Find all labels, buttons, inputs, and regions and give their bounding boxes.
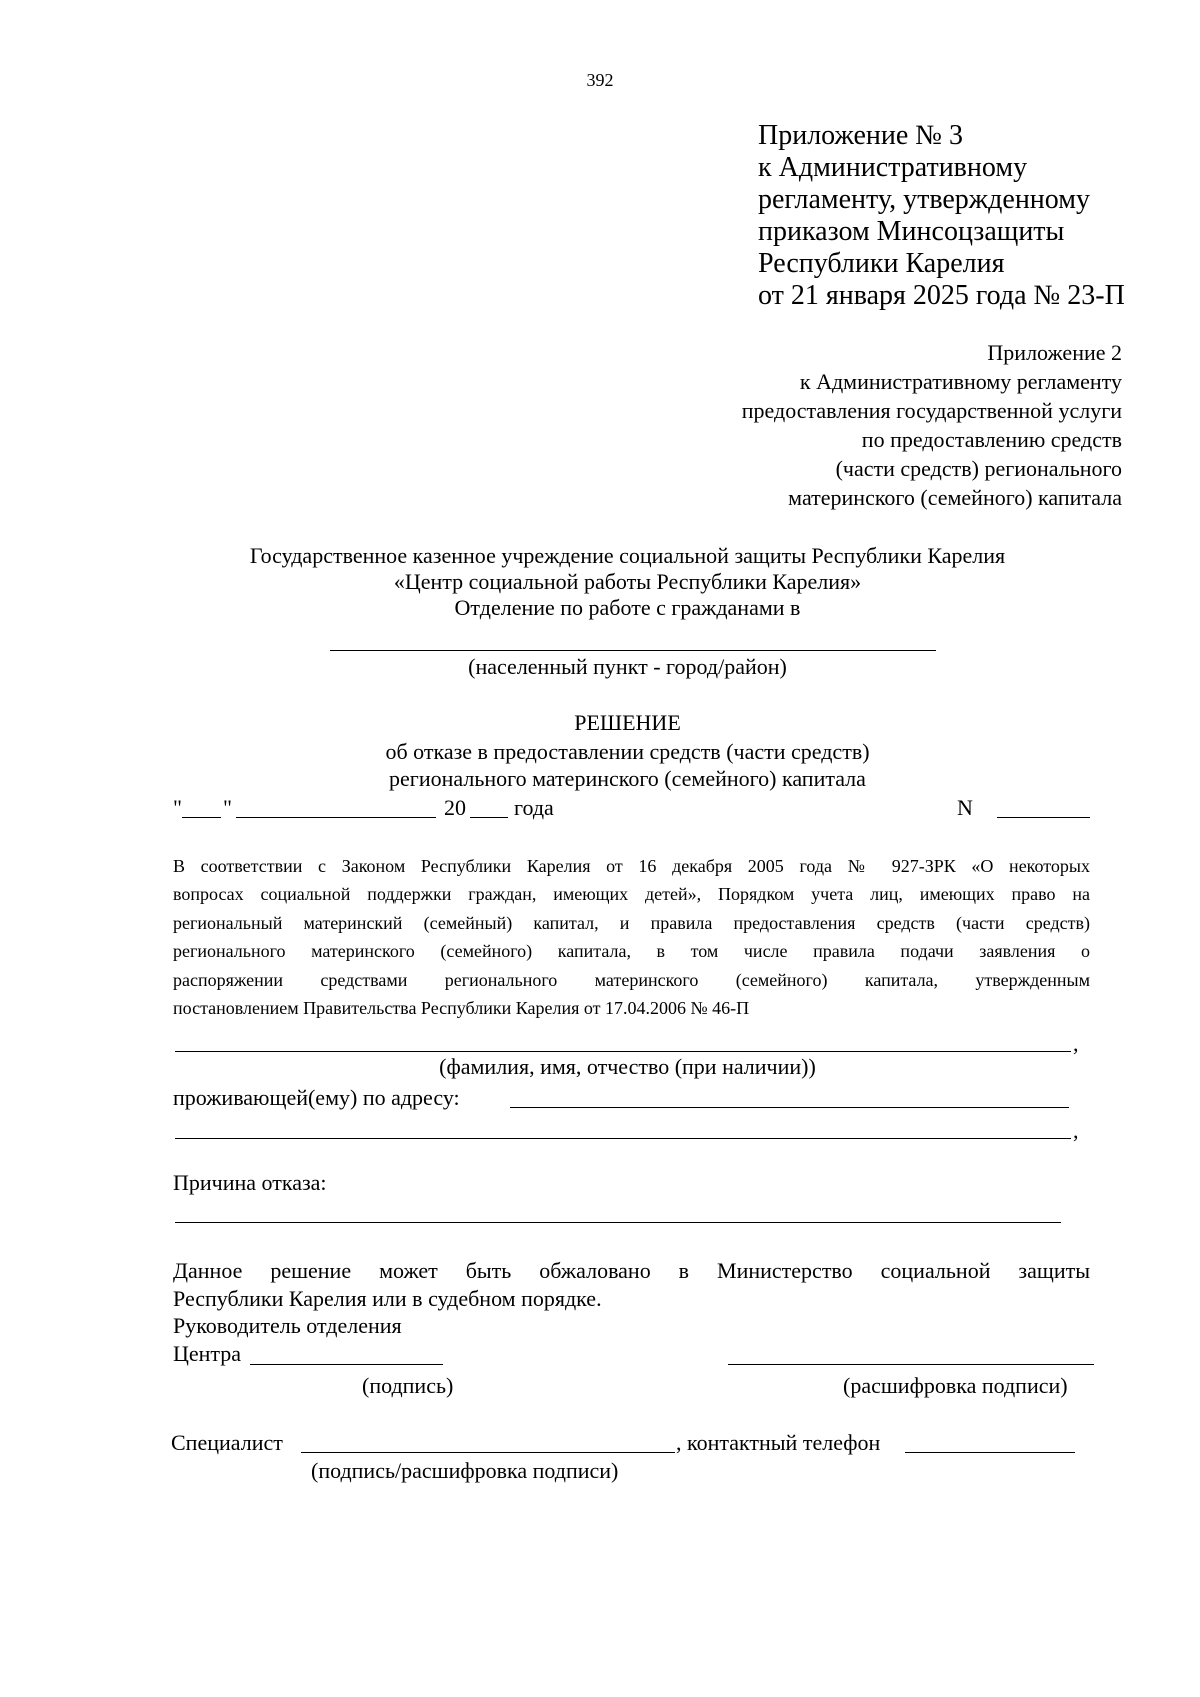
appeal-text [173, 1257, 1090, 1313]
institution-name: Государственное казенное учреждение социальной защиты Республики Карелия [249, 543, 1006, 568]
settlement-hint: (населенный пункт - город/район) [468, 654, 787, 679]
paragraph-line: В соответствии с Законом Республики Карелия от 16 декабря 2005 года № 927-ЗРК «О некоторых [173, 856, 1090, 876]
decoding-hint: (расшифровка подписи) [843, 1373, 1068, 1398]
appendix-3-line: Республики Карелия [758, 248, 1005, 279]
address-comma: , [1073, 1118, 1079, 1143]
decision-number-line[interactable] [997, 817, 1090, 818]
appendix-3-header [758, 120, 1125, 312]
appeal-line: Республики Карелия или в судебном порядке. [173, 1286, 602, 1311]
signature-hint: (подпись) [362, 1373, 454, 1398]
refusal-reason-label: Причина отказа: [173, 1170, 327, 1195]
appendix-3-line: к Административному [758, 152, 1028, 183]
phone-label: , контактный телефон [676, 1430, 881, 1455]
date-month-line[interactable] [236, 817, 436, 818]
date-year-line[interactable] [470, 817, 508, 818]
appendix-2-line: (части средств) регионального [835, 456, 1122, 481]
date-quote-close: " [223, 795, 232, 820]
head-decoding-line[interactable] [728, 1364, 1094, 1365]
head-label: Руководитель отделения [173, 1313, 402, 1338]
paragraph-line: вопросах социальной поддержки граждан, имеющих детей», Порядком учета лиц, имеющих право на [173, 884, 1090, 905]
institution-department: Отделение по работе с гражданами в [454, 595, 801, 620]
appendix-2-line: по предоставлению средств [861, 427, 1122, 452]
paragraph-line: регионального материнского (семейного) капитала, в том числе правила подачи заявления о [173, 941, 1090, 962]
address-line-2[interactable] [175, 1138, 1071, 1139]
decision-number-label: N [957, 795, 973, 820]
date-year-suffix: года [514, 795, 554, 820]
paragraph-line: распоряжении средствами регионального материнского (семейного) капитала, утвержденным [173, 969, 1090, 990]
phone-line[interactable] [905, 1452, 1075, 1453]
address-line[interactable] [510, 1107, 1069, 1108]
date-quote-open: " [173, 795, 182, 820]
specialist-signature-line[interactable] [301, 1452, 675, 1453]
specialist-hint: (подпись/расшифровка подписи) [311, 1458, 619, 1483]
appendix-2-header [742, 338, 1122, 512]
appendix-3-line: от 21 января 2025 года № 23-П [758, 280, 1125, 311]
paragraph-line: постановлением Правительства Республики Карелия от 17.04.2006 № 46-П [173, 998, 750, 1019]
appendix-2-line: Приложение 2 [987, 340, 1122, 365]
date-year-prefix: 20 [444, 795, 466, 820]
decision-title: РЕШЕНИЕ [574, 710, 681, 735]
page-number: 392 [586, 70, 614, 90]
appendix-3-line: регламенту, утвержденному [758, 184, 1090, 215]
institution-center-name: «Центр социальной работы Республики Карелия» [393, 569, 862, 594]
applicant-name-comma: , [1073, 1031, 1079, 1056]
appendix-2-line: материнского (семейного) капитала [788, 485, 1122, 510]
paragraph-line: региональный материнский (семейный) капитал, и правила предоставления средств (части средств) [173, 912, 1090, 933]
appendix-2-line: предоставления государственной услуги [741, 398, 1122, 423]
decision-subtitle: об отказе в предоставлении средств (части средств) [385, 739, 870, 764]
decision-subtitle: регионального материнского (семейного) капитала [389, 766, 866, 791]
head-signature-line[interactable] [250, 1364, 443, 1365]
appendix-3-line: приказом Минсоцзащиты [758, 216, 1065, 247]
applicant-name-hint: (фамилия, имя, отчество (при наличии)) [439, 1054, 816, 1079]
address-label: проживающей(ему) по адресу: [173, 1085, 460, 1110]
date-day-line[interactable] [182, 817, 221, 818]
settlement-field-line[interactable] [330, 650, 936, 651]
appendix-2-line: к Административному регламенту [799, 369, 1122, 394]
head-label-center: Центра [173, 1341, 242, 1366]
basis-paragraph [173, 852, 1090, 1022]
specialist-label: Специалист [171, 1430, 283, 1455]
appeal-line: Данное решение может быть обжаловано в Министерство социальной защиты [173, 1258, 1090, 1283]
applicant-name-line[interactable] [175, 1051, 1071, 1052]
appendix-3-line: Приложение № 3 [758, 120, 963, 151]
refusal-reason-line[interactable] [175, 1222, 1061, 1223]
